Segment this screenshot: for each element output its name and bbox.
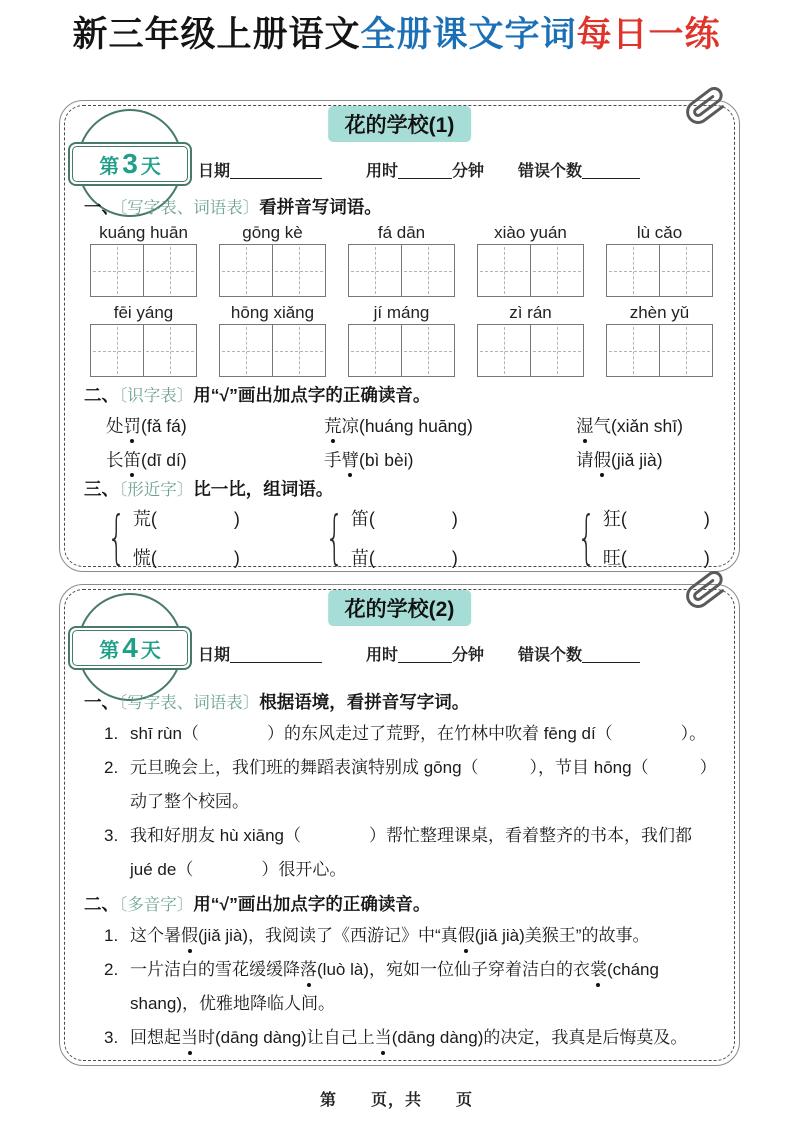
pinyin-label: fēi yáng [113, 303, 174, 322]
brace-glyph: { [577, 503, 596, 572]
question-tag: 〔识字表〕 [119, 387, 194, 405]
text-segment: 回想起 [130, 1028, 181, 1047]
text-segment: (dāng dàng)的决定，我真是后悔莫及。 [391, 1028, 688, 1047]
answer-blank[interactable]: ( ) [620, 548, 711, 568]
day-badge [72, 593, 188, 701]
read-option-item[interactable] [576, 413, 719, 438]
question-1-header [84, 689, 719, 714]
pinyin-label: fá dān [377, 223, 426, 242]
dotted-char: 假 [457, 926, 475, 945]
minutes-label: 分钟 [452, 647, 485, 664]
pair-line[interactable] [351, 544, 459, 570]
answer-blank[interactable]: ( ) [150, 509, 241, 529]
question-item[interactable] [104, 953, 719, 1021]
writing-cell[interactable] [349, 245, 401, 296]
card1-content [84, 194, 719, 570]
text-segment: 请 [576, 450, 594, 470]
question-number: 二、 [84, 894, 119, 914]
pinyin-label: lù cǎo [636, 223, 683, 242]
card2-content [84, 689, 719, 1055]
writing-grid[interactable] [90, 324, 197, 377]
writing-grid[interactable] [348, 324, 455, 377]
day-badge-plate [68, 626, 192, 670]
dotted-char: 笛 [123, 450, 141, 470]
fill-in-items [104, 717, 719, 887]
question-item[interactable] [104, 717, 719, 751]
errors-label: 错误个数 [518, 163, 583, 180]
pair-char: 笛 [350, 509, 369, 529]
dotted-char: 臂 [341, 450, 359, 470]
writing-grid[interactable] [606, 324, 713, 377]
item-number: 3. [104, 826, 119, 845]
text-segment: 时(dāng dàng)让自己上 [198, 1028, 375, 1047]
item-text [130, 1021, 719, 1055]
meta-line [198, 158, 640, 181]
pinyin-label: kuáng huān [99, 223, 188, 242]
compare-pair [316, 505, 568, 570]
item-text: 元旦晚会上，我们班的舞蹈表演特别成 gōng（ ），节目 hōng（ ）动了整个校园。 [130, 758, 717, 811]
writing-cell[interactable] [220, 245, 272, 296]
dotted-char: 湿 [576, 416, 594, 436]
writing-cell[interactable] [220, 325, 272, 376]
pinyin-word-group [348, 222, 455, 297]
dotted-char: 假 [593, 450, 611, 470]
errors-blank[interactable] [582, 163, 640, 179]
text-segment: (jiǎ jià) [611, 450, 663, 470]
item-number: 1. [104, 724, 119, 743]
page-title [0, 14, 793, 56]
errors-label: 错误个数 [518, 647, 583, 664]
writing-cell[interactable] [401, 245, 454, 296]
text-segment: 一片洁白的雪花缓缓降 [130, 960, 300, 979]
item-number: 3. [104, 1028, 119, 1047]
text-segment: (jiǎ jià)，我阅读了《西游记》中“真 [198, 926, 458, 945]
date-blank[interactable] [230, 163, 322, 179]
dotted-char: 荒 [324, 416, 342, 436]
writing-grid[interactable] [606, 244, 713, 297]
writing-cell[interactable] [349, 325, 401, 376]
dotted-char: 裳 [589, 960, 607, 979]
brace-glyph: { [325, 503, 344, 572]
question-item[interactable] [104, 819, 719, 887]
writing-cell[interactable] [530, 325, 583, 376]
question-title: 用“√”画出加点字的正确读音。 [193, 385, 431, 405]
question-2-header [84, 382, 719, 407]
day-badge-text [99, 631, 161, 663]
time-label: 用时 [366, 163, 399, 180]
dotted-char: 罚 [123, 416, 141, 436]
date-label: 日期 [198, 647, 231, 664]
day-number: 3 [122, 147, 138, 179]
text-segment: 手 [324, 450, 342, 470]
pinyin-word-group [606, 222, 713, 297]
pinyin-word-group [90, 222, 197, 297]
item-number: 1. [104, 926, 119, 945]
writing-grid[interactable] [348, 244, 455, 297]
item-text [130, 953, 719, 1021]
time-label: 用时 [366, 647, 399, 664]
dotted-char: 当 [181, 1028, 198, 1047]
pinyin-word-group [219, 222, 326, 297]
writing-cell[interactable] [91, 245, 143, 296]
day-suffix: 天 [140, 639, 161, 662]
page-footer: 第 页，共 页 [319, 1092, 473, 1109]
item-number: 2. [104, 758, 119, 777]
worksheet-card-day3 [59, 100, 740, 572]
errors-blank[interactable] [582, 647, 640, 663]
question-title: 用“√”画出加点字的正确读音。 [193, 894, 431, 914]
writing-cell[interactable] [659, 325, 712, 376]
time-blank[interactable] [398, 647, 452, 663]
text-segment: 处 [106, 416, 124, 436]
text-segment: 气(xiǎn shī) [593, 416, 683, 436]
pinyin-word-group [348, 302, 455, 377]
text-segment: (cháng shang)，优雅地降临人间。 [130, 960, 659, 1013]
writing-cell[interactable] [272, 325, 325, 376]
text-segment: 凉(huáng huāng) [341, 416, 473, 436]
item-text: 我和好朋友 hù xiāng（ ）帮忙整理课桌，看着整齐的书本，我们都 jué de（ ）很开心。 [130, 826, 692, 879]
writing-cell[interactable] [478, 245, 530, 296]
pinyin-label: zì rán [509, 303, 552, 322]
pinyin-label: zhèn yǔ [629, 303, 690, 322]
writing-cell[interactable] [143, 325, 196, 376]
date-blank[interactable] [230, 647, 322, 663]
brace-glyph: { [107, 503, 126, 572]
day-badge-text [99, 147, 161, 179]
pinyin-word-group [477, 302, 584, 377]
text-segment: (fǎ fá) [141, 416, 187, 436]
paperclip-icon [682, 82, 729, 129]
writing-grid[interactable] [477, 244, 584, 297]
pinyin-word-group [219, 302, 326, 377]
pair-char: 苗 [350, 548, 369, 568]
pair-char: 荒 [132, 509, 151, 529]
item-number: 2. [104, 960, 119, 979]
question-item[interactable] [104, 751, 719, 819]
pair-line[interactable] [133, 544, 241, 570]
writing-cell[interactable] [530, 245, 583, 296]
answer-blank[interactable]: ( ) [620, 509, 711, 529]
worksheet-card-day4 [59, 584, 740, 1066]
question-title: 根据语境，看拼音写字词。 [259, 692, 470, 712]
writing-cell[interactable] [607, 325, 659, 376]
pinyin-word-group [606, 302, 713, 377]
question-tag: 〔多音字〕 [119, 896, 194, 914]
polyphone-items [104, 919, 719, 1055]
text-segment: (luò là)，宛如一位仙子穿着洁白的衣 [317, 960, 590, 979]
pair-char: 旺 [602, 548, 621, 568]
read-option-grid [84, 413, 719, 472]
item-text: shī rùn（ ）的东风走过了荒野，在竹林中吹着 fēng dí（ ）。 [130, 724, 707, 743]
text-segment: (bì bèi) [359, 450, 414, 470]
lesson-title: 花的学校(2) [328, 590, 472, 626]
read-option-item[interactable] [576, 447, 719, 472]
writing-grid[interactable] [477, 324, 584, 377]
question-number: 三、 [84, 479, 119, 499]
compare-pair [98, 505, 316, 570]
text-segment: (dī dí) [141, 450, 187, 470]
text-segment: 长 [106, 450, 124, 470]
day-prefix: 第 [99, 639, 120, 662]
question-2-header [84, 891, 719, 916]
writing-cell[interactable] [478, 325, 530, 376]
dotted-char: 假 [181, 926, 198, 945]
question-tag: 〔写字表、词语表〕 [119, 694, 260, 712]
text-segment: (jiǎ jià)美猴王”的故事。 [474, 926, 650, 945]
answer-blank[interactable]: ( ) [150, 548, 241, 568]
answer-blank[interactable]: ( ) [368, 548, 459, 568]
day-badge-plate [68, 142, 192, 186]
writing-cell[interactable] [143, 245, 196, 296]
writing-cell[interactable] [91, 325, 143, 376]
pinyin-word-group [477, 222, 584, 297]
page-title-part-blue: 全册课文字词 [360, 15, 577, 54]
read-option-item[interactable] [324, 447, 576, 472]
writing-grid[interactable] [90, 244, 197, 297]
dotted-char: 落 [300, 960, 317, 979]
read-option-item[interactable] [324, 413, 576, 438]
question-tag: 〔写字表、词语表〕 [119, 199, 260, 217]
question-number: 一、 [84, 692, 119, 712]
writing-cell[interactable] [607, 245, 659, 296]
minutes-label: 分钟 [452, 163, 485, 180]
pinyin-row-2 [84, 302, 719, 377]
writing-cell[interactable] [659, 245, 712, 296]
item-text [130, 919, 719, 953]
question-title: 看拼音写词语。 [259, 197, 382, 217]
answer-blank[interactable]: ( ) [368, 509, 459, 529]
date-label: 日期 [198, 163, 231, 180]
pair-line[interactable] [133, 505, 241, 531]
time-blank[interactable] [398, 163, 452, 179]
question-1-header [84, 194, 719, 219]
day-suffix: 天 [140, 155, 161, 178]
writing-cell[interactable] [272, 245, 325, 296]
question-number: 一、 [84, 197, 119, 217]
pinyin-label: jí máng [373, 303, 430, 322]
writing-grid[interactable] [219, 324, 326, 377]
dotted-char: 当 [374, 1028, 392, 1047]
pair-char: 慌 [132, 548, 151, 568]
pinyin-label: xiào yuán [494, 223, 567, 242]
page-title-part-black: 新三年级上册语文 [72, 15, 361, 54]
pair-line[interactable] [351, 505, 459, 531]
compare-pair [568, 505, 719, 570]
pinyin-word-group [90, 302, 197, 377]
question-number: 二、 [84, 385, 119, 405]
pair-char: 狂 [602, 509, 621, 529]
question-3-header [84, 476, 719, 501]
day-prefix: 第 [99, 155, 120, 178]
read-option-item[interactable] [106, 413, 324, 438]
text-segment: 这个暑 [130, 926, 181, 945]
page-title-part-red: 每日一练 [576, 15, 721, 54]
meta-line [198, 642, 640, 665]
read-option-item[interactable] [106, 447, 324, 472]
question-item[interactable] [104, 919, 719, 953]
day-number: 4 [122, 631, 138, 663]
question-item[interactable] [104, 1021, 719, 1055]
pair-line[interactable] [603, 505, 711, 531]
writing-cell[interactable] [401, 325, 454, 376]
pair-line[interactable] [603, 544, 711, 570]
pinyin-label: hōng xiǎng [230, 303, 315, 322]
compare-pairs [84, 505, 719, 570]
pinyin-label: gōng kè [242, 223, 303, 242]
pinyin-row-1 [84, 222, 719, 297]
lesson-title: 花的学校(1) [328, 106, 472, 142]
paperclip-icon [682, 566, 729, 613]
question-title: 比一比，组词语。 [193, 479, 334, 499]
question-tag: 〔形近字〕 [119, 481, 194, 499]
writing-grid[interactable] [219, 244, 326, 297]
